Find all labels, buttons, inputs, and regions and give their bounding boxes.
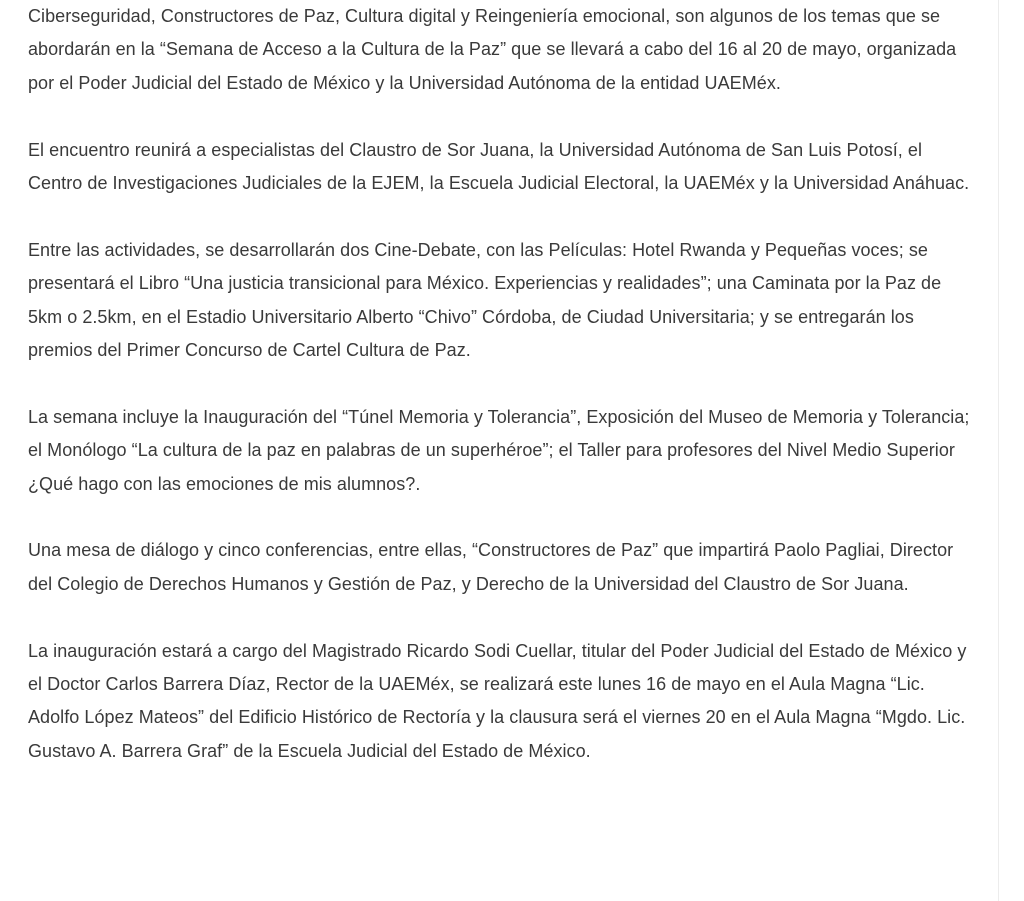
article-paragraph-3: Entre las actividades, se desarrollarán dos Cine-Debate, con las Películas: Hotel Rwanda y Pequeñas voces; se presentará el Libro “Una justicia transicional para México. Experiencias y realidades”; una Caminata por la Paz de 5km o 2.5km, en el Estadio Universitario Alberto “Chivo” Córdoba, de Ciudad Universitaria; y se entregarán los premios del Primer Concurso de Cartel Cultura de Paz. <box>28 239 942 361</box>
article-paragraph-4: La semana incluye la Inauguración del “Túnel Memoria y Tolerancia”, Exposición del Museo de Memoria y Tolerancia; el Monólogo “La cultura de la paz en palabras de un superhéroe”; el Taller para profesores del Nivel Medio Superior ¿Qué hago con las emociones de mis alumnos?. <box>28 406 970 494</box>
article-paragraph-5: Una mesa de diálogo y cinco conferencias, entre ellas, “Constructores de Paz” que impartirá Paolo Pagliai, Director del Colegio de Derechos Humanos y Gestión de Paz, y Derecho de la Universidad del Claustro de Sor Juana. <box>28 540 954 594</box>
article-paragraph-1: Ciberseguridad, Constructores de Paz, Cultura digital y Reingeniería emocional, son algunos de los temas que se abordarán en la “Semana de Acceso a la Cultura de la Paz” que se llevará a cabo del 16 al 20 de mayo, organizada por el Poder Judicial del Estado de México y la Universidad Autónoma de la entidad UAEMéx. <box>28 6 957 93</box>
sidebar-divider <box>998 0 999 901</box>
article-paragraph-2: El encuentro reunirá a especialistas del Claustro de Sor Juana, la Universidad Autónoma de San Luis Potosí, el Centro de Investigaciones Judiciales de la EJEM, la Escuela Judicial Electoral, la UAEMéx y la Universidad Anáhuac. <box>28 139 970 194</box>
article-body <box>28 0 973 802</box>
article-paragraph-6: La inauguración estará a cargo del Magistrado Ricardo Sodi Cuellar, titular del Poder Judicial del Estado de México y el Doctor Carlos Barrera Díaz, Rector de la UAEMéx, se realizará este lunes 16 de mayo en el Aula Magna “Lic. Adolfo López Mateos” del Edificio Histórico de Rectoría y la clausura será el viernes 20 en el Aula Magna “Mgdo. Lic. Gustavo A. Barrera Graf” de la Escuela Judicial del Estado de México. <box>28 640 967 761</box>
